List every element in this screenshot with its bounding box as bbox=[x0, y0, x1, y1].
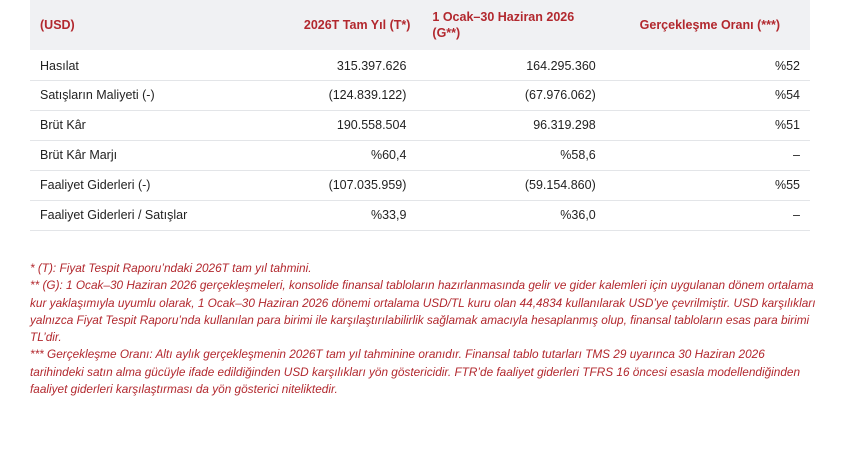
header-actual: 1 Ocak–30 Haziran 2026 (G**) bbox=[432, 10, 575, 40]
table-row bbox=[30, 50, 810, 80]
header-currency: (USD) bbox=[40, 18, 75, 32]
table-row bbox=[30, 200, 810, 230]
actual-value: (59.154.860) bbox=[524, 178, 596, 192]
row-label: Brüt Kâr bbox=[40, 118, 86, 132]
table-header bbox=[30, 0, 810, 50]
table-row bbox=[30, 140, 810, 170]
actual-value: (67.976.062) bbox=[524, 88, 596, 102]
row-label: Brüt Kâr Marjı bbox=[40, 148, 118, 162]
header-realization-rate: Gerçekleşme Oranı (***) bbox=[639, 18, 780, 32]
row-label: Faaliyet Giderleri / Satışlar bbox=[40, 208, 188, 222]
forecast-value: (107.035.959) bbox=[328, 178, 407, 192]
footnotes bbox=[30, 260, 820, 398]
forecast-value: 315.397.626 bbox=[336, 58, 407, 73]
table-row bbox=[30, 110, 810, 140]
footnote-forecast: * (T): Fiyat Tespit Raporu’ndaki 2026T tam yıl tahmini. bbox=[30, 261, 312, 275]
actual-value: %58,6 bbox=[560, 148, 596, 162]
table-body bbox=[30, 50, 810, 230]
table-row bbox=[30, 170, 810, 200]
realization-value: %54 bbox=[774, 88, 800, 102]
actual-value: 96.319.298 bbox=[533, 118, 596, 132]
forecast-value: (124.839.122) bbox=[328, 88, 407, 102]
header-row bbox=[30, 0, 810, 50]
actual-value: %36,0 bbox=[560, 208, 596, 222]
forecast-value: %60,4 bbox=[370, 148, 407, 162]
forecast-value: %33,9 bbox=[370, 208, 407, 222]
row-label: Hasılat bbox=[40, 58, 79, 73]
realization-value: – bbox=[793, 208, 800, 222]
realization-value: %52 bbox=[774, 58, 800, 73]
table-row bbox=[30, 80, 810, 110]
realization-value: – bbox=[793, 148, 800, 162]
row-label: Satışların Maliyeti (-) bbox=[40, 88, 155, 102]
financial-table bbox=[30, 0, 810, 231]
header-forecast: 2026T Tam Yıl (T*) bbox=[303, 18, 411, 32]
footnote-realization: *** Gerçekleşme Oranı: Altı aylık gerçekleşmenin 2026T tam yıl tahminine oranıdır. Finansal tablo tutarları TMS 29 uyarınca 30 Haziran 2026 tarihindeki satın alma gücüyle ifade edildiğinden USD karşılıkları yön göstericidir. FTR’de faaliyet giderleri TFRS 16 öncesi esasla modellendiğinden faaliyet giderleri karşılaştırması da yön gösterici niteliktedir. bbox=[30, 347, 801, 397]
actual-value: 164.295.360 bbox=[526, 58, 596, 73]
row-label: Faaliyet Giderleri (-) bbox=[40, 178, 151, 192]
realization-value: %55 bbox=[774, 178, 800, 192]
realization-value: %51 bbox=[774, 118, 800, 132]
footnote-actual: ** (G): 1 Ocak–30 Haziran 2026 gerçekleşmeleri, konsolide finansal tabloların hazırlanmasında gelir ve gider kalemleri için uygulanan dönem ortalama kur yaklaşımıyla uyumlu olarak, 1 Ocak–30 Haziran 2026 dönemi ortalama USD/TL kuru olan 44,4834 kullanılarak USD’ye çevrilmiştir. USD karşılıkları yalnızca Fiyat Tespit Raporu’nda kullanılan para birimi ile karşılaştırılabilirlik sağlamak amacıyla hesaplanmış olup, finansal tabloların esas para birimi TL’dir. bbox=[30, 278, 816, 345]
forecast-value: 190.558.504 bbox=[336, 118, 407, 132]
